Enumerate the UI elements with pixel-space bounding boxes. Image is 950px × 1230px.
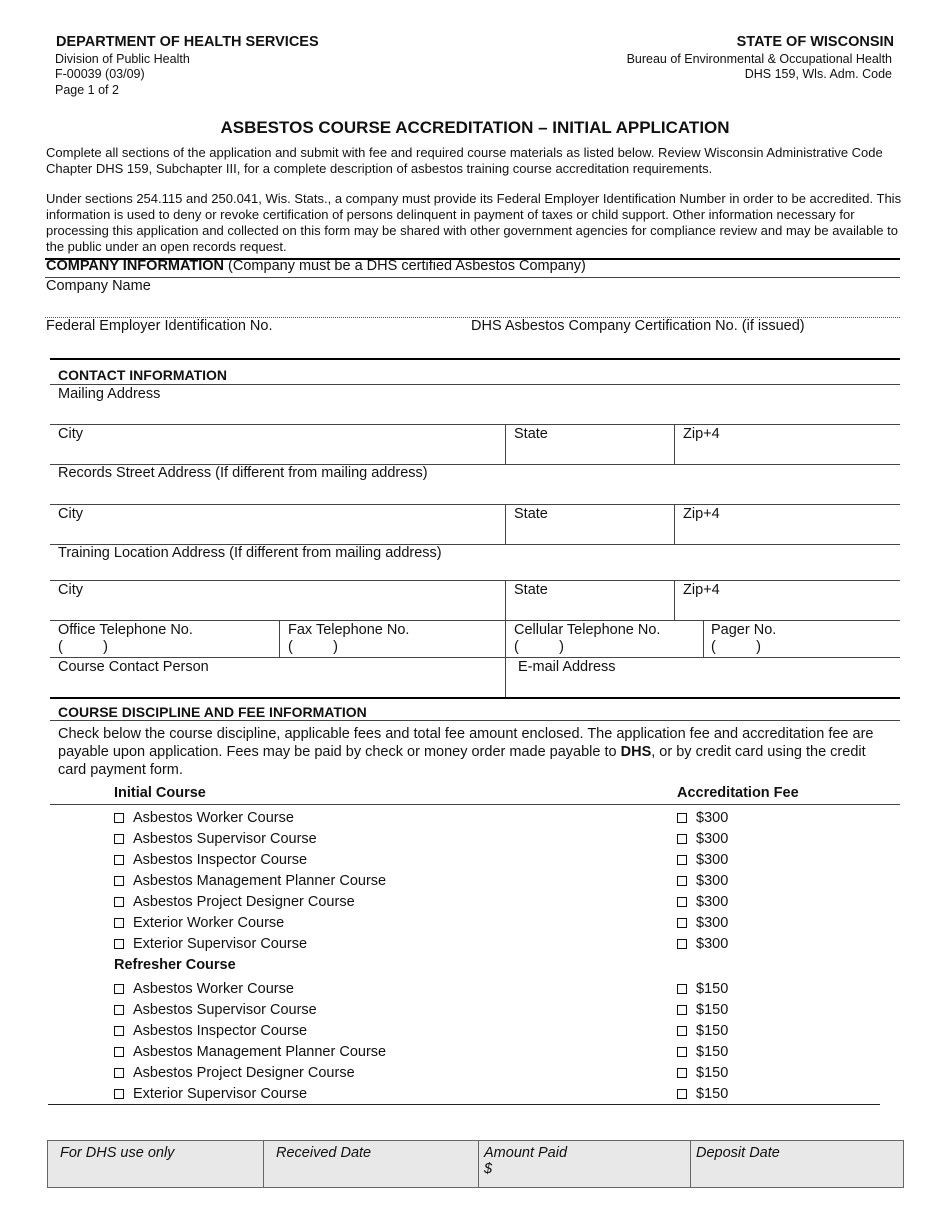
- checkbox-icon[interactable]: [677, 1068, 687, 1078]
- cell-phone-label: Cellular Telephone No.: [514, 622, 661, 638]
- initial-fee-row[interactable]: $300: [677, 871, 728, 891]
- mailing-state-field[interactable]: [510, 444, 670, 462]
- dollar-sign: $: [484, 1161, 493, 1177]
- initial-course-row[interactable]: Asbestos Management Planner Course: [114, 871, 386, 891]
- checkbox-icon[interactable]: [114, 834, 124, 844]
- company-cert-label: DHS Asbestos Company Certification No. (if issued): [471, 318, 805, 334]
- office-phone-field[interactable]: ( ): [58, 639, 108, 655]
- training-state-label: State: [514, 582, 548, 598]
- refresher-fee-row[interactable]: $150: [677, 1021, 728, 1041]
- email-label: E-mail Address: [518, 659, 616, 675]
- initial-course-header: Initial Course: [114, 785, 206, 801]
- checkbox-icon[interactable]: [677, 1089, 687, 1099]
- mailing-zip-label: Zip+4: [683, 426, 720, 442]
- company-info-heading: COMPANY INFORMATION (Company must be a DHS certified Asbestos Company): [46, 258, 586, 274]
- fein-label: Federal Employer Identification No.: [46, 318, 273, 334]
- records-state-label: State: [514, 506, 548, 522]
- refresher-course-header: Refresher Course: [114, 957, 236, 973]
- checkbox-icon[interactable]: [114, 876, 124, 886]
- training-zip-label: Zip+4: [683, 582, 720, 598]
- contact-person-label: Course Contact Person: [58, 659, 209, 675]
- mailing-city-field[interactable]: [58, 444, 498, 462]
- amount-paid-label: Amount Paid: [484, 1145, 568, 1161]
- checkbox-icon[interactable]: [677, 876, 687, 886]
- records-address-field[interactable]: [58, 484, 898, 502]
- initial-course-row[interactable]: Exterior Worker Course: [114, 913, 284, 933]
- training-address-field[interactable]: [58, 563, 898, 579]
- initial-fee-row[interactable]: $300: [677, 913, 728, 933]
- training-address-label: Training Location Address (If different from mailing address): [58, 545, 442, 561]
- mailing-state-label: State: [514, 426, 548, 442]
- checkbox-icon[interactable]: [114, 939, 124, 949]
- training-state-field[interactable]: [510, 600, 670, 618]
- initial-fee-row[interactable]: $300: [677, 934, 728, 954]
- company-name-field[interactable]: [46, 296, 900, 316]
- checkbox-icon[interactable]: [114, 1026, 124, 1036]
- checkbox-icon[interactable]: [677, 918, 687, 928]
- mailing-city-label: City: [58, 426, 83, 442]
- checkbox-icon[interactable]: [677, 1005, 687, 1015]
- records-zip-field[interactable]: [680, 524, 898, 542]
- mailing-address-label: Mailing Address: [58, 386, 161, 402]
- division-name: Division of Public Health: [55, 52, 190, 66]
- initial-fee-row[interactable]: $300: [677, 892, 728, 912]
- checkbox-icon[interactable]: [677, 1047, 687, 1057]
- amount-paid-cell: [478, 1141, 690, 1187]
- checkbox-icon[interactable]: [114, 984, 124, 994]
- pager-field[interactable]: ( ): [711, 639, 761, 655]
- refresher-fee-row[interactable]: $150: [677, 1042, 728, 1062]
- email-field[interactable]: [512, 677, 898, 695]
- form-number: F-00039 (03/09): [55, 67, 145, 81]
- records-city-label: City: [58, 506, 83, 522]
- training-zip-field[interactable]: [680, 600, 898, 618]
- refresher-course-row[interactable]: Asbestos Inspector Course: [114, 1021, 307, 1041]
- refresher-course-row[interactable]: Asbestos Management Planner Course: [114, 1042, 386, 1062]
- refresher-course-row[interactable]: Exterior Supervisor Course: [114, 1084, 307, 1104]
- records-zip-label: Zip+4: [683, 506, 720, 522]
- refresher-course-row[interactable]: Asbestos Worker Course: [114, 979, 294, 999]
- intro-paragraph-2: Under sections 254.115 and 250.041, Wis. Stats., a company must provide its Federal Employer Identification Number in order to be accredited. This information is used to deny or revoke certification of persons delinquent in payment of taxes or child support. Other information necessary for processing this application and collected on this form may be shared with other government agencies for compliance review and may be available to the public under an open records request.: [46, 191, 902, 254]
- accreditation-fee-header: Accreditation Fee: [677, 785, 799, 801]
- checkbox-icon[interactable]: [677, 897, 687, 907]
- contact-info-heading: CONTACT INFORMATION: [58, 367, 228, 383]
- refresher-fee-row[interactable]: $150: [677, 1063, 728, 1083]
- fee-instructions: Check below the course discipline, applicable fees and total fee amount enclosed. The application fee and accreditation fee are payable upon application. Fees may be paid by check or money order made payable to DHS, or by credit card using the credit card payment form.: [58, 726, 874, 778]
- checkbox-icon[interactable]: [114, 855, 124, 865]
- fax-label: Fax Telephone No.: [288, 622, 410, 638]
- refresher-fee-row[interactable]: $150: [677, 1084, 728, 1104]
- deposit-date-label: Deposit Date: [690, 1141, 903, 1187]
- received-date-label: Received Date: [263, 1141, 478, 1187]
- refresher-fee-row[interactable]: $150: [677, 979, 728, 999]
- checkbox-icon[interactable]: [114, 813, 124, 823]
- checkbox-icon[interactable]: [114, 897, 124, 907]
- company-cert-field[interactable]: [471, 336, 900, 356]
- fein-field[interactable]: [46, 336, 466, 356]
- training-city-field[interactable]: [58, 600, 498, 618]
- initial-fee-row[interactable]: $300: [677, 850, 728, 870]
- checkbox-icon[interactable]: [114, 1068, 124, 1078]
- fax-field[interactable]: ( ): [288, 639, 338, 655]
- initial-course-row[interactable]: Asbestos Supervisor Course: [114, 829, 317, 849]
- checkbox-icon[interactable]: [677, 984, 687, 994]
- initial-course-row[interactable]: Asbestos Worker Course: [114, 808, 294, 828]
- records-address-label: Records Street Address (If different from mailing address): [58, 465, 428, 481]
- intro-paragraph-1: Complete all sections of the application and submit with fee and required course materials as listed below. Review Wisconsin Administrative Code Chapter DHS 159, Subchapter III, for a complete description of asbestos training course accreditation requirements.: [46, 145, 883, 176]
- refresher-course-row[interactable]: Asbestos Supervisor Course: [114, 1000, 317, 1020]
- dhs-use-only-label: For DHS use only: [60, 1145, 175, 1161]
- training-city-label: City: [58, 582, 83, 598]
- checkbox-icon[interactable]: [677, 813, 687, 823]
- contact-person-field[interactable]: [58, 677, 498, 695]
- state-name: STATE OF WISCONSIN: [736, 34, 894, 50]
- fee-info-heading: COURSE DISCIPLINE AND FEE INFORMATION: [58, 704, 367, 720]
- records-city-field[interactable]: [58, 524, 498, 542]
- checkbox-icon[interactable]: [114, 1089, 124, 1099]
- mailing-zip-field[interactable]: [680, 444, 898, 462]
- mailing-address-field[interactable]: [58, 404, 898, 422]
- refresher-course-row[interactable]: Asbestos Project Designer Course: [114, 1063, 355, 1083]
- department-name: DEPARTMENT OF HEALTH SERVICES: [56, 34, 319, 50]
- admin-code: DHS 159, Wls. Adm. Code: [744, 67, 892, 81]
- initial-fee-row[interactable]: $300: [677, 829, 728, 849]
- checkbox-icon[interactable]: [114, 1005, 124, 1015]
- bureau-name: Bureau of Environmental & Occupational Health: [626, 52, 892, 66]
- dhs-use-only-box: [47, 1140, 904, 1188]
- initial-course-row[interactable]: Asbestos Project Designer Course: [114, 892, 355, 912]
- checkbox-icon[interactable]: [677, 939, 687, 949]
- initial-course-row[interactable]: Asbestos Inspector Course: [114, 850, 307, 870]
- checkbox-icon[interactable]: [677, 1026, 687, 1036]
- pager-label: Pager No.: [711, 622, 777, 638]
- checkbox-icon[interactable]: [677, 855, 687, 865]
- page-number: Page 1 of 2: [55, 83, 119, 97]
- initial-course-row[interactable]: Exterior Supervisor Course: [114, 934, 307, 954]
- checkbox-icon[interactable]: [677, 834, 687, 844]
- office-phone-label: Office Telephone No.: [58, 622, 193, 638]
- company-name-label: Company Name: [46, 278, 151, 294]
- page-title: ASBESTOS COURSE ACCREDITATION – INITIAL APPLICATION: [220, 118, 730, 137]
- checkbox-icon[interactable]: [114, 1047, 124, 1057]
- refresher-fee-row[interactable]: $150: [677, 1000, 728, 1020]
- checkbox-icon[interactable]: [114, 918, 124, 928]
- cell-phone-field[interactable]: ( ): [514, 639, 564, 655]
- initial-fee-row[interactable]: $300: [677, 808, 728, 828]
- records-state-field[interactable]: [510, 524, 670, 542]
